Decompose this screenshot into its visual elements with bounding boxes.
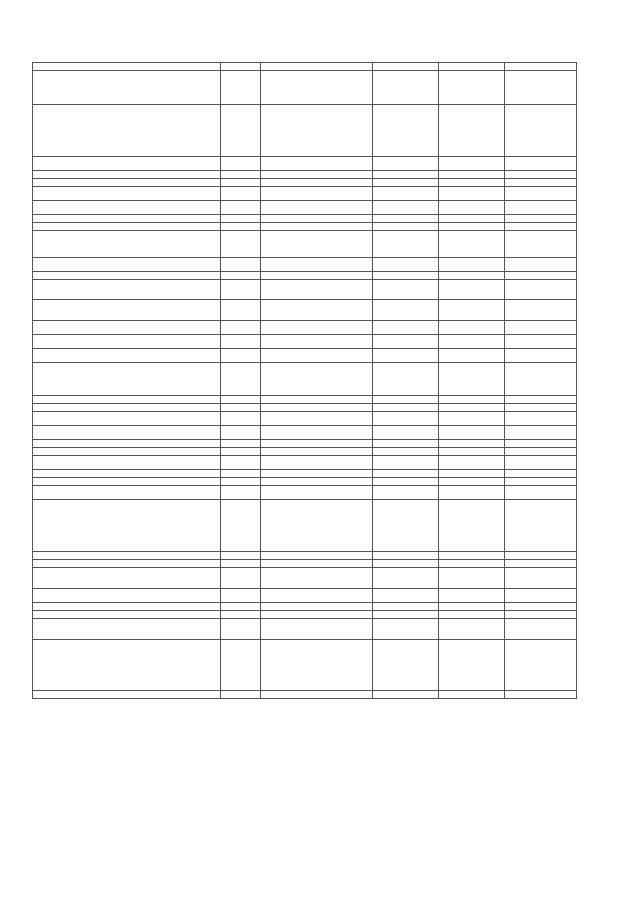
table-row <box>33 691 577 699</box>
table-row <box>33 321 577 335</box>
table-row <box>33 568 577 589</box>
row-name <box>33 179 221 187</box>
row-value <box>439 349 505 363</box>
row-code <box>221 179 261 187</box>
table-row <box>33 300 577 321</box>
row-name <box>33 552 221 560</box>
row-value <box>439 478 505 486</box>
row-classification <box>261 603 373 611</box>
table-row <box>33 215 577 223</box>
row-code <box>221 470 261 478</box>
page-number <box>0 40 640 51</box>
row-value <box>439 500 505 552</box>
row-value <box>439 71 505 105</box>
row-value <box>439 157 505 171</box>
row-code <box>221 448 261 456</box>
row-code <box>221 603 261 611</box>
row-code <box>221 223 261 231</box>
row-value <box>373 171 439 179</box>
row-value <box>373 363 439 396</box>
row-value <box>439 179 505 187</box>
row-name <box>33 589 221 603</box>
row-code <box>221 426 261 440</box>
row-classification <box>261 589 373 603</box>
row-value <box>505 280 577 300</box>
row-value <box>439 456 505 470</box>
table-row <box>33 619 577 640</box>
row-classification <box>261 619 373 640</box>
row-value <box>505 589 577 603</box>
row-value <box>373 456 439 470</box>
row-value <box>505 640 577 691</box>
row-value <box>505 300 577 321</box>
row-name <box>33 426 221 440</box>
row-value <box>373 349 439 363</box>
row-classification <box>261 349 373 363</box>
row-classification <box>261 201 373 215</box>
row-value <box>505 478 577 486</box>
row-name <box>33 691 221 699</box>
row-value <box>373 404 439 412</box>
row-name <box>33 231 221 258</box>
row-classification <box>261 478 373 486</box>
row-value <box>439 470 505 478</box>
row-value <box>373 179 439 187</box>
table-row <box>33 426 577 440</box>
column-header <box>373 63 439 71</box>
row-name <box>33 440 221 448</box>
row-value <box>439 640 505 691</box>
row-value <box>439 589 505 603</box>
row-code <box>221 105 261 157</box>
row-value <box>505 396 577 404</box>
row-name <box>33 300 221 321</box>
row-value <box>505 426 577 440</box>
row-value <box>373 223 439 231</box>
table-row <box>33 404 577 412</box>
row-name <box>33 171 221 179</box>
row-name <box>33 223 221 231</box>
row-classification <box>261 611 373 619</box>
row-value <box>373 321 439 335</box>
table-row <box>33 552 577 560</box>
row-classification <box>261 426 373 440</box>
row-name <box>33 335 221 349</box>
row-code <box>221 456 261 470</box>
row-code <box>221 215 261 223</box>
row-code <box>221 560 261 568</box>
row-value <box>505 500 577 552</box>
table-row <box>33 179 577 187</box>
row-value <box>505 179 577 187</box>
row-name <box>33 500 221 552</box>
column-header <box>221 63 261 71</box>
row-value <box>439 272 505 280</box>
table-row <box>33 478 577 486</box>
row-code <box>221 272 261 280</box>
row-code <box>221 363 261 396</box>
row-value <box>439 448 505 456</box>
column-header <box>439 63 505 71</box>
row-code <box>221 589 261 603</box>
row-value <box>373 215 439 223</box>
table-row <box>33 157 577 171</box>
row-value <box>439 404 505 412</box>
row-value <box>505 157 577 171</box>
table-row <box>33 349 577 363</box>
row-value <box>373 272 439 280</box>
row-code <box>221 335 261 349</box>
row-value <box>373 478 439 486</box>
row-value <box>373 691 439 699</box>
row-value <box>373 201 439 215</box>
row-code <box>221 440 261 448</box>
row-value <box>439 105 505 157</box>
row-value <box>505 223 577 231</box>
row-name <box>33 363 221 396</box>
row-code <box>221 412 261 426</box>
row-value <box>439 258 505 272</box>
row-value <box>505 603 577 611</box>
row-value <box>373 448 439 456</box>
row-code <box>221 201 261 215</box>
row-code <box>221 171 261 179</box>
row-name <box>33 619 221 640</box>
column-header <box>33 63 221 71</box>
row-value <box>439 486 505 500</box>
column-header <box>261 63 373 71</box>
row-classification <box>261 187 373 201</box>
row-value <box>505 568 577 589</box>
row-value <box>373 470 439 478</box>
row-code <box>221 500 261 552</box>
row-value <box>373 187 439 201</box>
row-value <box>439 412 505 426</box>
row-name <box>33 201 221 215</box>
row-name <box>33 412 221 426</box>
table-row <box>33 470 577 478</box>
row-classification <box>261 179 373 187</box>
row-value <box>373 335 439 349</box>
row-name <box>33 603 221 611</box>
row-value <box>373 71 439 105</box>
row-value <box>505 272 577 280</box>
table-row <box>33 258 577 272</box>
row-value <box>373 412 439 426</box>
table-row <box>33 603 577 611</box>
row-name <box>33 272 221 280</box>
table-row <box>33 412 577 426</box>
row-classification <box>261 215 373 223</box>
column-header <box>505 63 577 71</box>
table-row <box>33 396 577 404</box>
table-row <box>33 640 577 691</box>
row-classification <box>261 321 373 335</box>
row-classification <box>261 105 373 157</box>
row-value <box>373 280 439 300</box>
row-classification <box>261 552 373 560</box>
row-code <box>221 619 261 640</box>
table-row <box>33 187 577 201</box>
table-row <box>33 335 577 349</box>
table-header-row <box>33 63 577 71</box>
row-classification <box>261 171 373 179</box>
row-name <box>33 404 221 412</box>
row-classification <box>261 448 373 456</box>
row-name <box>33 187 221 201</box>
row-classification <box>261 500 373 552</box>
row-value <box>373 426 439 440</box>
row-value <box>373 300 439 321</box>
row-value <box>505 611 577 619</box>
row-value <box>439 619 505 640</box>
row-value <box>439 560 505 568</box>
table-row <box>33 500 577 552</box>
row-value <box>505 552 577 560</box>
row-value <box>439 611 505 619</box>
row-value <box>505 71 577 105</box>
budget-table <box>32 62 577 699</box>
row-code <box>221 640 261 691</box>
row-value <box>505 335 577 349</box>
row-value <box>373 619 439 640</box>
row-classification <box>261 470 373 478</box>
row-classification <box>261 486 373 500</box>
row-value <box>439 171 505 179</box>
row-classification <box>261 71 373 105</box>
row-name <box>33 568 221 589</box>
row-value <box>505 349 577 363</box>
row-value <box>505 448 577 456</box>
row-value <box>439 280 505 300</box>
table-row <box>33 560 577 568</box>
row-value <box>439 215 505 223</box>
row-value <box>505 412 577 426</box>
row-name <box>33 448 221 456</box>
row-code <box>221 280 261 300</box>
table-row <box>33 589 577 603</box>
row-classification <box>261 456 373 470</box>
row-value <box>505 363 577 396</box>
row-value <box>373 611 439 619</box>
row-name <box>33 396 221 404</box>
row-value <box>505 187 577 201</box>
row-code <box>221 71 261 105</box>
row-value <box>373 396 439 404</box>
row-name <box>33 486 221 500</box>
table-row <box>33 363 577 396</box>
table-row <box>33 201 577 215</box>
row-value <box>439 187 505 201</box>
row-value <box>373 258 439 272</box>
row-value <box>439 223 505 231</box>
row-value <box>439 321 505 335</box>
row-classification <box>261 280 373 300</box>
row-name <box>33 478 221 486</box>
row-classification <box>261 363 373 396</box>
row-value <box>439 603 505 611</box>
row-value <box>439 426 505 440</box>
row-classification <box>261 396 373 404</box>
row-code <box>221 157 261 171</box>
row-name <box>33 456 221 470</box>
row-name <box>33 321 221 335</box>
row-value <box>439 201 505 215</box>
table-row <box>33 71 577 105</box>
row-classification <box>261 404 373 412</box>
row-value <box>505 105 577 157</box>
row-name <box>33 640 221 691</box>
row-value <box>373 603 439 611</box>
row-value <box>505 215 577 223</box>
row-name <box>33 349 221 363</box>
row-name <box>33 215 221 223</box>
row-value <box>439 363 505 396</box>
row-code <box>221 349 261 363</box>
row-code <box>221 404 261 412</box>
row-value <box>439 396 505 404</box>
row-classification <box>261 691 373 699</box>
row-value <box>373 486 439 500</box>
row-classification <box>261 640 373 691</box>
row-value <box>505 440 577 448</box>
row-classification <box>261 231 373 258</box>
row-classification <box>261 272 373 280</box>
table-row <box>33 611 577 619</box>
row-value <box>505 560 577 568</box>
row-name <box>33 71 221 105</box>
table-body <box>33 71 577 699</box>
row-value <box>373 552 439 560</box>
row-value <box>373 231 439 258</box>
row-classification <box>261 412 373 426</box>
row-value <box>505 258 577 272</box>
row-code <box>221 396 261 404</box>
row-name <box>33 105 221 157</box>
row-value <box>439 335 505 349</box>
row-value <box>505 404 577 412</box>
row-code <box>221 300 261 321</box>
row-value <box>505 231 577 258</box>
row-value <box>373 640 439 691</box>
row-code <box>221 321 261 335</box>
row-value <box>505 201 577 215</box>
row-name <box>33 560 221 568</box>
row-value <box>373 500 439 552</box>
row-value <box>505 321 577 335</box>
row-value <box>439 300 505 321</box>
row-code <box>221 258 261 272</box>
row-code <box>221 478 261 486</box>
row-value <box>505 470 577 478</box>
row-value <box>439 552 505 560</box>
row-classification <box>261 560 373 568</box>
row-classification <box>261 335 373 349</box>
row-code <box>221 691 261 699</box>
row-code <box>221 552 261 560</box>
table-row <box>33 272 577 280</box>
row-value <box>439 231 505 258</box>
table-row <box>33 105 577 157</box>
row-value <box>373 105 439 157</box>
row-classification <box>261 258 373 272</box>
row-value <box>373 568 439 589</box>
row-classification <box>261 157 373 171</box>
row-code <box>221 486 261 500</box>
row-value <box>373 440 439 448</box>
table-row <box>33 171 577 179</box>
row-value <box>439 440 505 448</box>
table-row <box>33 223 577 231</box>
row-value <box>505 486 577 500</box>
row-value <box>373 560 439 568</box>
row-value <box>373 157 439 171</box>
row-code <box>221 611 261 619</box>
row-value <box>505 691 577 699</box>
row-classification <box>261 300 373 321</box>
row-name <box>33 280 221 300</box>
table-row <box>33 231 577 258</box>
row-code <box>221 231 261 258</box>
table-row <box>33 456 577 470</box>
row-code <box>221 187 261 201</box>
table-row <box>33 486 577 500</box>
row-name <box>33 258 221 272</box>
row-code <box>221 568 261 589</box>
row-value <box>505 456 577 470</box>
row-classification <box>261 223 373 231</box>
row-classification <box>261 440 373 448</box>
row-value <box>439 568 505 589</box>
row-value <box>373 589 439 603</box>
row-value <box>439 691 505 699</box>
row-value <box>505 619 577 640</box>
row-classification <box>261 568 373 589</box>
table-row <box>33 440 577 448</box>
row-value <box>505 171 577 179</box>
row-name <box>33 157 221 171</box>
row-name <box>33 611 221 619</box>
table-row <box>33 448 577 456</box>
table-row <box>33 280 577 300</box>
row-name <box>33 470 221 478</box>
